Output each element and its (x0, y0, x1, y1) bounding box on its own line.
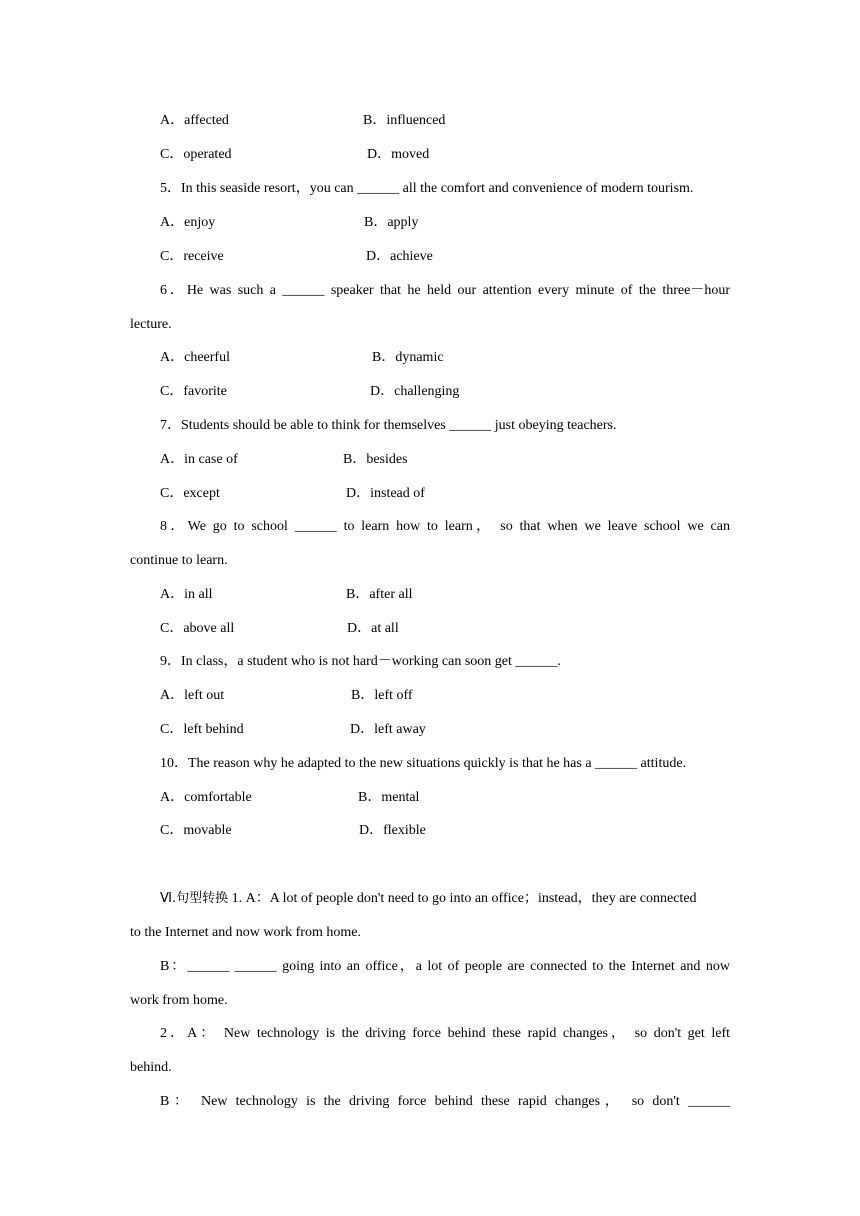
q4-option-d: D．moved (367, 147, 430, 162)
q7-option-a: A．in case of (160, 452, 238, 467)
q10-option-d: D．flexible (359, 823, 426, 838)
q8-stem-line2: continue to learn. (130, 553, 228, 568)
q6-option-d: D．challenging (370, 384, 460, 399)
q8-option-c: C．above all (160, 621, 235, 636)
q8-stem-line1: 8．We go to school ______ to learn how to learn， so that when we leave school we can (160, 519, 730, 534)
q9-option-b: B．left off (351, 688, 413, 703)
q7-option-c: C．except (160, 486, 220, 501)
section6-sentence1-a-line2: to the Internet and now work from home. (130, 925, 361, 940)
q10-option-c: C．movable (160, 823, 232, 838)
sentence1-a-text: 1. A：A lot of people don't need to go into an office；instead，they are connected (228, 891, 697, 906)
q9-option-c: C．left behind (160, 722, 244, 737)
q6-option-a: A．cheerful (160, 350, 230, 365)
q4-option-c: C．operated (160, 147, 232, 162)
q8-option-d: D．at all (347, 621, 399, 636)
q10-stem: 10．The reason why he adapted to the new situations quickly is that he has a ______ attitude. (160, 756, 687, 771)
section-heading: Ⅵ.句型转换 (160, 891, 229, 906)
q8-option-b: B．after all (346, 587, 413, 602)
q8-option-a: A．in all (160, 587, 213, 602)
section6-sentence2-a-line1: 2．A： New technology is the driving force behind these rapid changes， so don't get left (160, 1026, 730, 1041)
q9-option-d: D．left away (350, 722, 426, 737)
q5-option-d: D．achieve (366, 249, 433, 264)
q6-option-b: B．dynamic (372, 350, 444, 365)
q10-option-a: A．comfortable (160, 790, 252, 805)
q5-option-c: C．receive (160, 249, 224, 264)
section6-sentence2-b-line1: B： New technology is the driving force behind these rapid changes， so don't ______ (160, 1094, 730, 1109)
q7-stem: 7．Students should be able to think for themselves ______ just obeying teachers. (160, 418, 617, 433)
q9-option-a: A．left out (160, 688, 225, 703)
section6-sentence1-a-line1 (160, 889, 730, 909)
q7-option-b: B．besides (343, 452, 408, 467)
q5-option-a: A．enjoy (160, 215, 216, 230)
q6-stem-line2: lecture. (130, 317, 172, 332)
q6-option-c: C．favorite (160, 384, 227, 399)
section6-sentence2-a-line2: behind. (130, 1060, 172, 1075)
section6-sentence1-b-line1: B：______ ______ going into an office，a lot of people are connected to the Internet and now (160, 959, 730, 974)
q9-stem: 9．In class，a student who is not hard－working can soon get ______. (160, 654, 561, 669)
q4-option-a: A．affected (160, 113, 229, 128)
section6-sentence1-b-line2: work from home. (130, 993, 228, 1008)
q10-option-b: B．mental (358, 790, 420, 805)
q5-stem: 5．In this seaside resort，you can ______ all the comfort and convenience of modern tourism. (160, 181, 694, 196)
q7-option-d: D．instead of (346, 486, 425, 501)
q6-stem-line1: 6．He was such a ______ speaker that he held our attention every minute of the three－hour (160, 283, 730, 298)
q4-option-b: B．influenced (363, 113, 446, 128)
q5-option-b: B．apply (364, 215, 419, 230)
